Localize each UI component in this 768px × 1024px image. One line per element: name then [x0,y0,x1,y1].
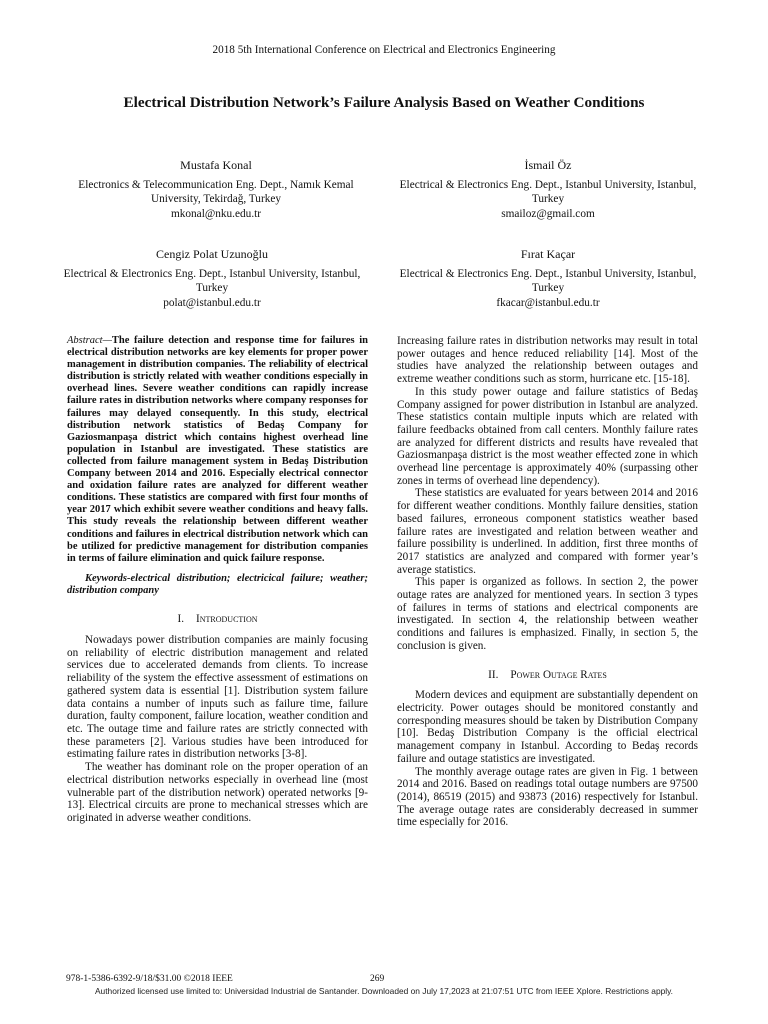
author-block [52,247,372,310]
page-number: 269 [370,974,385,984]
section-heading-power-outage-rates [397,669,698,682]
section-number: I. [177,613,185,626]
section-title: Introduction [196,613,258,626]
keywords: Keywords-electrical distribution; electricical failure; weather; distribution company [67,572,368,597]
abstract-lead: Abstract— [67,335,112,346]
license-notice: Authorized licensed use limited to: Universidad Industrial de Santander. Downloaded on July 17,2023 at 21:07:51 UTC from IEEE Xplore. Restrictions apply. [94,986,674,996]
left-column [67,335,368,825]
section-heading-introduction [67,613,368,626]
author-name: İsmail Öz [524,158,572,172]
author-affiliation: Electrical & Electronics Eng. Dept., Istanbul University, Istanbul, Turkey [399,178,697,206]
paragraph: The weather has dominant role on the proper operation of an electrical distribution networks especially in overhead line (most vulnerable part of the distribution network) operated networks [9-13]. Electrical circuits are prone to mechanical stresses which are originated in adverse weather conditions. [67,761,368,824]
conference-header: 2018 5th International Conference on Electrical and Electronics Engineering [212,44,556,56]
paragraph: Modern devices and equipment are substantially dependent on electricity. Power outages should be monitored constantly and corresponding measures should be taken by Distribution Company [10]. Bedaş Distribution Company is the official electrical management company in Istanbul. According to Bedaş records failure and outage statistics are investigated. [397,689,698,765]
paragraph: In this study power outage and failure statistics of Bedaş Company assigned for power distribution in Istanbul are analyzed. These statistics contain multiple inputs which are related with failure feedbacks obtained from call centers. Monthly failure rates are analyzed for different districts and results have revealed that Gaziosmanpaşa district is the most weather effected zone in which overhead line percentage is approximately 40% (surpassing other zones in terms of overhead line dependency). [397,385,698,487]
abstract-text: The failure detection and response time for failures in electrical distribution networks are key elements for proper power management in distribution companies. The reliability of electrical distribution is strictly related with weather conditions especially in overhead lines. Severe weather conditions can rapidly increase failure rates in distribution networks where company responses for failures may delayed consequently. In this study, electrical distribution network statistics of Bedaş Company for Gaziosmanpaşa district which contains highest overhead line population in Istanbul are investigated. These statistics are collected from failure management system in Bedaş Distribution Company between 2014 and 2016. Especially electrical connector and oxidation failure rates are analyzed for different weather conditions. These statistics are compared with first four months of year 2017 which exhibit severe weather conditions and heavy falls. This study reveals the relationship between different weather conditions and failures in electrical distribution network which can be utilized for predictive management for distribution companies in terms of failure elimination and quick failure response. [67,335,368,564]
paragraph: Increasing failure rates in distribution networks may result in total power outages and hence reduced reliability [14]. Most of the studies have analyzed the relationship between outages and extreme weather conditions such as storm, hurricane etc. [15-18]. [397,335,698,386]
abstract [67,335,368,565]
section-title: Power Outage Rates [510,668,607,681]
author-email: mkonal@nku.edu.tr [170,207,262,220]
paragraph: The monthly average outage rates are given in Fig. 1 between 2014 and 2016. Based on readings total outage numbers are 97500 (2014), 86519 (2015) and 93873 (2016) respectively for Istanbul. The average outage rates are considerably decreased in summer time especially for 2016. [397,765,698,829]
author-email: fkacar@istanbul.edu.tr [496,296,600,309]
author-block [388,158,708,221]
author-affiliation: Electrical & Electronics Eng. Dept., Istanbul University, Istanbul, Turkey [399,267,697,295]
author-affiliation: Electrical & Electronics Eng. Dept., Istanbul University, Istanbul, Turkey [63,267,361,295]
author-block [388,247,708,310]
right-column [397,335,698,829]
author-name: Fırat Kaçar [520,247,576,261]
author-block [56,158,376,221]
paragraph: This paper is organized as follows. In section 2, the power outage rates are analyzed for mentioned years. In section 3 types of failures in terms of stations and electrical components are investigated. In section 4, the relationship between weather conditions and failures is emphasized. Finally, in section 5, the conclusion is given. [397,576,698,652]
paragraph: These statistics are evaluated for years between 2014 and 2016 for different weather conditions. Monthly failure densities, station based failures, erroneous component statistics weather based failure rates are investigated and relation between weather and failure possibility is underlined. In addition, first three months of 2017 statistics are analyzed and compared with former year’s average statistics. [397,487,698,576]
paper-title: Electrical Distribution Network’s Failure Analysis Based on Weather Conditions [123,94,645,111]
paragraph: Nowadays power distribution companies are mainly focusing on reliability of electric distribution management and related services due to accelerated demands from clients. To increase reliability of the system the effective assessment of estimations on gathered system data is essential [1]. Distribution system failure data contains a number of inputs such as failure time, failure duration, faulty component, failure location, weather condition and etc. The outage time and failure rates are strictly connected with these parameters [2]. Various studies have been introduced for estimating failure rates in distribution networks [3-8]. [67,634,368,761]
footer-isbn: 978-1-5386-6392-9/18/$31.00 ©2018 IEEE [66,974,233,984]
author-name: Cengiz Polat Uzunoğlu [156,247,268,261]
author-name: Mustafa Konal [180,158,252,172]
author-affiliation: Electronics & Telecommunication Eng. Dept., Namık Kemal University, Tekirdağ, Turkey [78,178,354,206]
section-number: II. [488,668,499,681]
author-email: smailoz@gmail.com [501,207,595,220]
author-email: polat@istanbul.edu.tr [163,296,261,309]
